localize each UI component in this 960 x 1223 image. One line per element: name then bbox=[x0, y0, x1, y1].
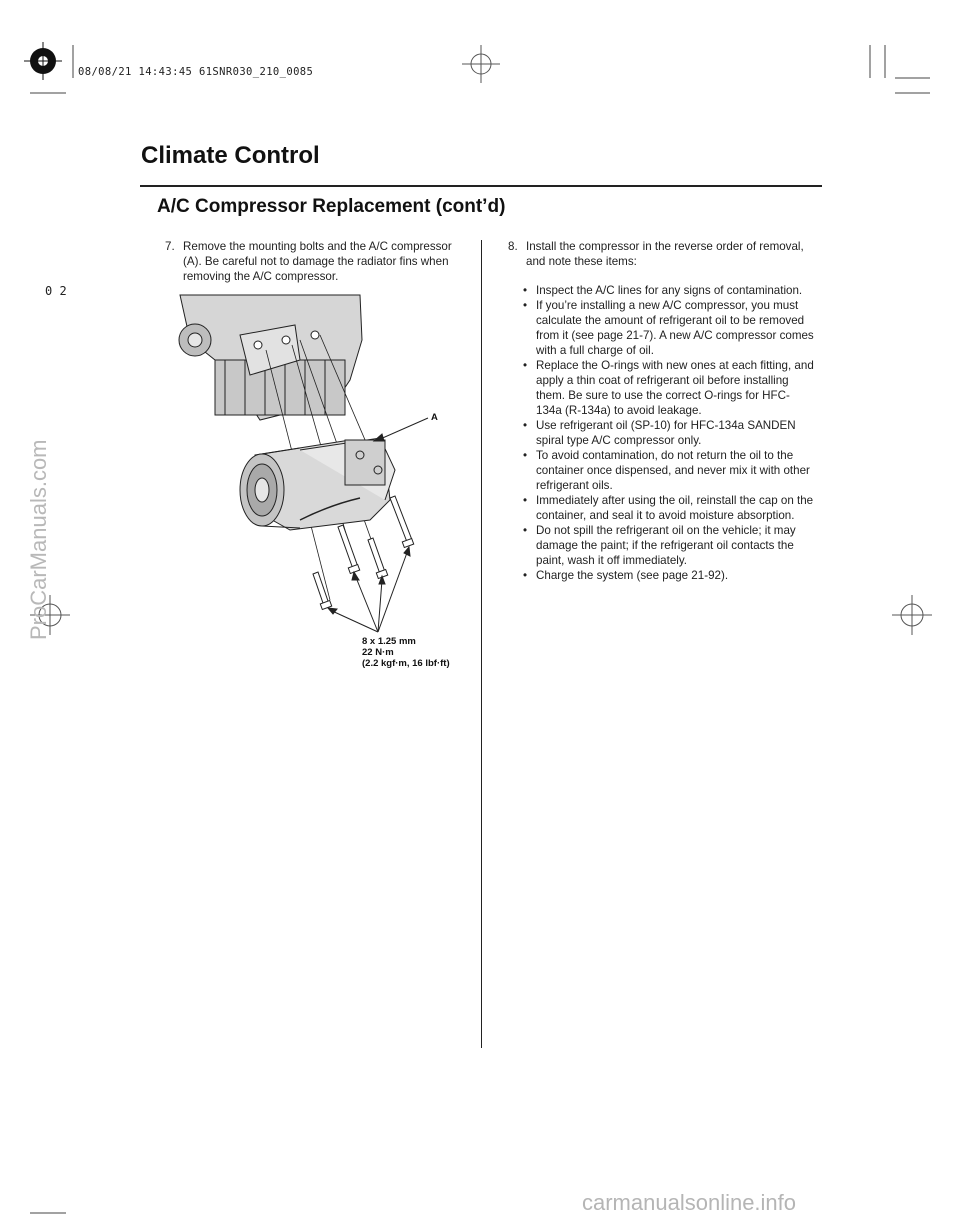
bullet-icon: • bbox=[523, 359, 528, 372]
bullet-icon: • bbox=[523, 419, 528, 432]
bolt-spec-callout bbox=[362, 636, 450, 669]
list-item: • Do not spill the refrigerant oil on the vehicle; it may damage the paint; if the refrigerant oil contacts the paint, wash it off immediately. bbox=[523, 524, 796, 567]
compressor-illustration bbox=[179, 295, 428, 632]
footer-watermark: carmanualsonline.info bbox=[582, 1190, 797, 1215]
step-number: 7. bbox=[165, 240, 175, 253]
list-item: • Replace the O-rings with new ones at each fitting, and apply a thin coat of refrigerant oil before installing them. Be sure to use the correct O-rings for HFC-134a (R-134a) to avoid leakage. bbox=[523, 359, 814, 417]
step-text: Remove the mounting bolts and the A/C compressor (A). Be careful not to damage the radiator fins when removing the A/C compressor. bbox=[183, 240, 452, 283]
bullet-icon: • bbox=[523, 494, 528, 507]
bullet-icon: • bbox=[523, 449, 528, 462]
bolt-size: 8 x 1.25 mm bbox=[362, 636, 416, 647]
step-text: Install the compressor in the reverse order of removal, and note these items: bbox=[526, 240, 804, 268]
bullet-icon: • bbox=[523, 299, 528, 312]
step-7 bbox=[165, 239, 465, 284]
bullet-icon: • bbox=[523, 284, 528, 297]
bolt-torque-nm: 22 N·m bbox=[362, 647, 394, 658]
list-item: • To avoid contamination, do not return the oil to the container once dispensed, and never mix it with other refrigerant oils. bbox=[523, 449, 810, 492]
page-title: Climate Control bbox=[141, 142, 320, 169]
step-number: 8. bbox=[508, 240, 518, 253]
print-stamp: 08/08/21 14:43:45 61SNR030_210_0085 bbox=[78, 66, 314, 78]
bolt-torque-alt: (2.2 kgf·m, 16 lbf·ft) bbox=[362, 658, 450, 669]
crop-marks-icon bbox=[30, 45, 930, 1213]
step-8 bbox=[508, 239, 813, 269]
column-divider bbox=[481, 240, 482, 1048]
side-watermark: ProCarManuals.com bbox=[26, 439, 51, 640]
registration-target-icon bbox=[24, 42, 62, 80]
list-item: • Charge the system (see page 21-92). bbox=[523, 569, 729, 582]
title-rule bbox=[140, 185, 822, 187]
bullet-icon: • bbox=[523, 569, 528, 582]
callout-label-a: A bbox=[431, 412, 438, 423]
section-subtitle: A/C Compressor Replacement (cont’d) bbox=[157, 196, 506, 217]
list-item: • Use refrigerant oil (SP-10) for HFC-134a SANDEN spiral type A/C compressor only. bbox=[523, 419, 796, 447]
install-notes-list bbox=[520, 283, 815, 583]
list-item: • Immediately after using the oil, reinstall the cap on the container, and seal it to avoid moisture absorption. bbox=[523, 494, 814, 522]
page-code: 0 2 bbox=[45, 284, 67, 298]
list-item: • If you’re installing a new A/C compressor, you must calculate the amount of refrigerant oil to be removed from it (see page 21-7). A new A/C compressor comes with a full charge of oil. bbox=[523, 299, 814, 357]
bullet-icon: • bbox=[523, 524, 528, 537]
list-item: • Inspect the A/C lines for any signs of contamination. bbox=[523, 284, 803, 297]
